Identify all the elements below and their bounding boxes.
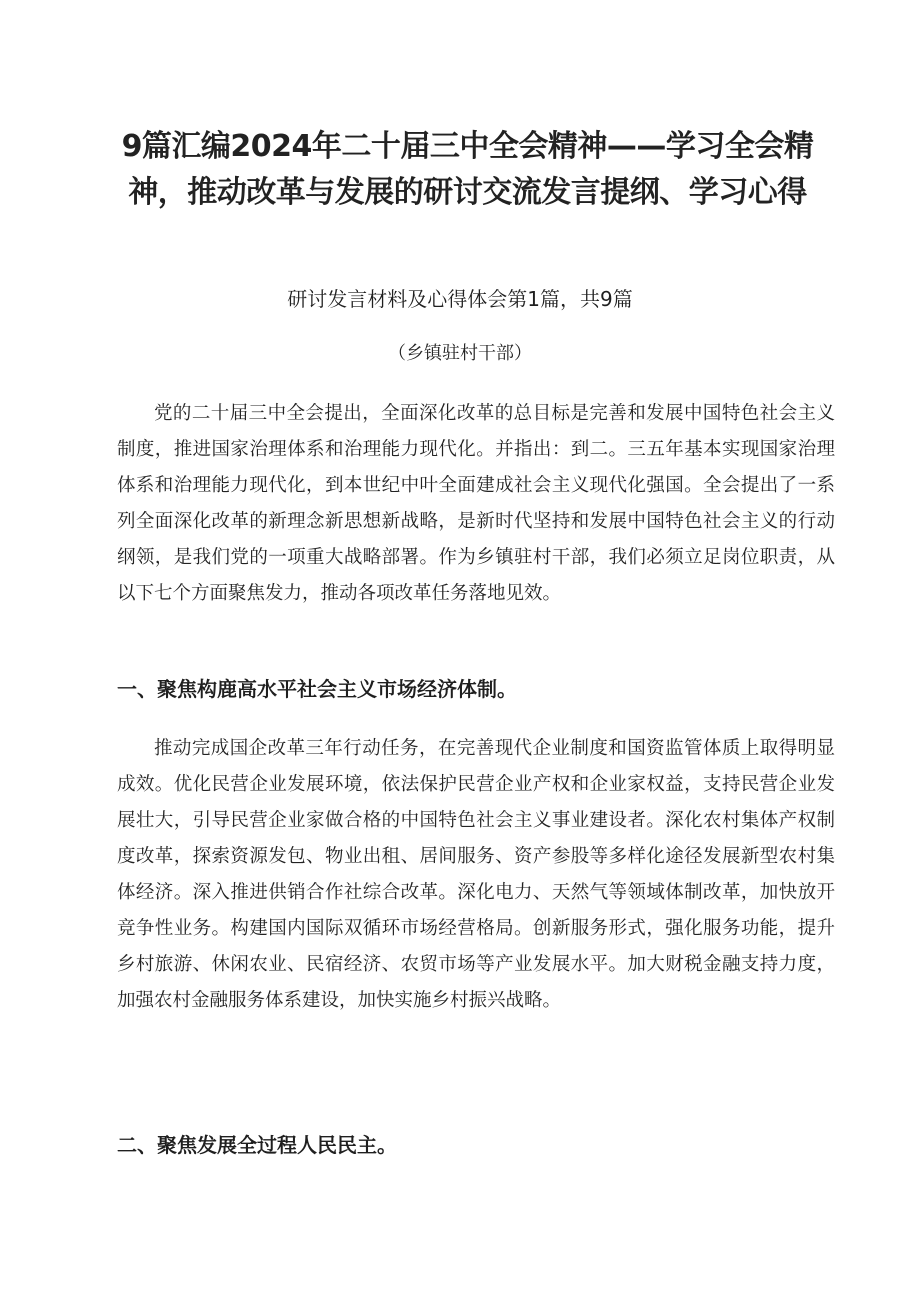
section-heading-2: 二、聚焦发展全过程人民民主。 xyxy=(117,1133,397,1157)
document-subtitle: 研讨发言材料及心得体会第1篇，共9篇 xyxy=(287,287,633,311)
section-1-paragraph: 推动完成国企改革三年行动任务，在完善现代企业制度和国资监管体质上取得明显成效。优化民营企业发展环境，依法保护民营企业产权和企业家权益，支持民营企业发展壮大，引导民营企业家做合格的中国特色社会主义事业建设者。深化农村集体产权制度改革，探索资源发包、物业出租、居间服务、资产参股等多样化途径发展新型农村集体经济。深入推进供销合作社综合改革。深化电力、天然气等领域体制改革，加快放开竞争性业务。构建国内国际双循环市场经营格局。创新服务形式，强化服务功能，提升乡村旅游、休闲农业、民宿经济、农贸市场等产业发展水平。加大财税金融支持力度，加强农村金融服务体系建设，加快实施乡村振兴战略。 xyxy=(117,738,835,1011)
author-line: （乡镇驻村干部） xyxy=(388,343,532,364)
document-title: 9篇汇编2024年二十届三中全会精神——学习全会精神，推动改革与发展的研讨交流发言提纲、学习心得 xyxy=(121,129,814,210)
intro-paragraph: 党的二十届三中全会提出，全面深化改革的总目标是完善和发展中国特色社会主义制度，推进国家治理体系和治理能力现代化。并指出：到二。三五年基本实现国家治理体系和治理能力现代化，到本世纪中叶全面建成社会主义现代化强国。全会提出了一系列全面深化改革的新理念新思想新战略，是新时代坚持和发展中国特色社会主义的行动纲领，是我们党的一项重大战略部署。作为乡镇驻村干部，我们必须立足岗位职责，从以下七个方面聚焦发力，推动各项改革任务落地见效。 xyxy=(117,403,835,604)
section-heading-1: 一、聚焦构鹿高水平社会主义市场经济体制。 xyxy=(117,677,517,701)
